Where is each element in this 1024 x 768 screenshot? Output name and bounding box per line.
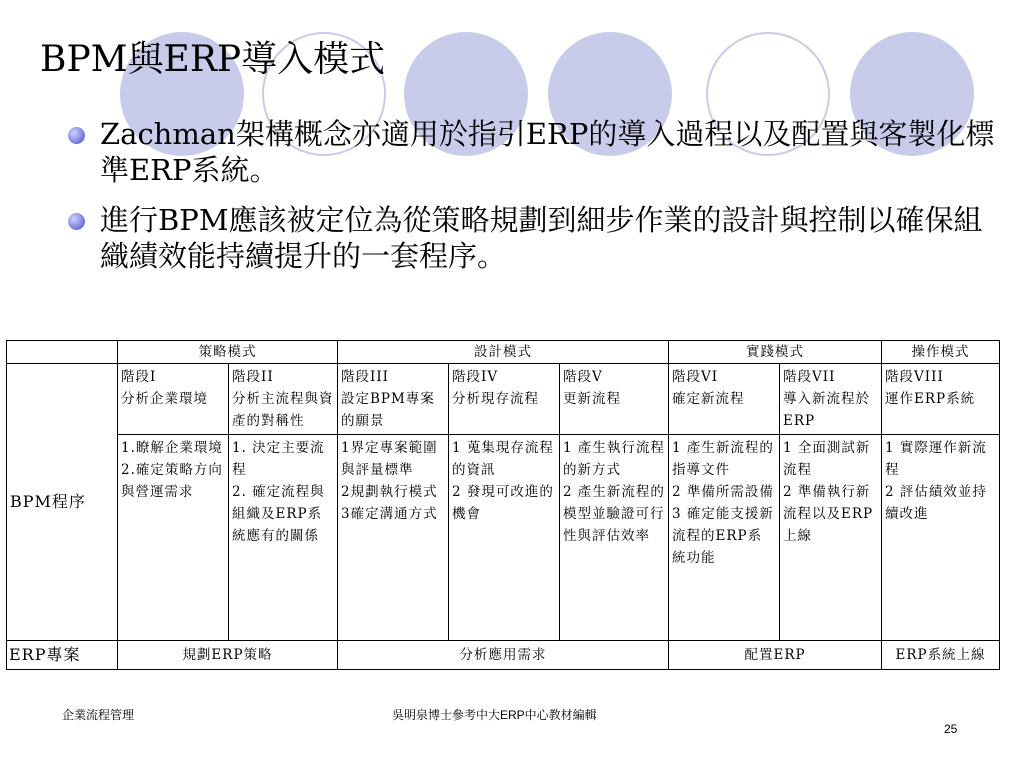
content-item: 2.確定策略方向與營運需求: [121, 462, 223, 500]
stage-cell: 階段V 更新流程: [560, 364, 669, 435]
content-cell: [560, 435, 669, 641]
erp-cell: 規劃ERP策略: [118, 641, 338, 670]
content-item: 2 評估績效並持續改進: [885, 484, 987, 522]
content-item: 2. 確定流程與組織及ERP系統應有的關係: [232, 484, 325, 544]
content-item: 2 產生新流程的模型並驗證可行性與評估效率: [563, 484, 665, 544]
content-item: 3 確定能支援新流程的ERP系統功能: [672, 506, 774, 566]
bullet-list: [62, 116, 1002, 288]
erp-row: [7, 641, 1000, 670]
bullet-text: Zachman架構概念亦適用於指引ERP的導入過程以及配置與客製化標準ERP系統。: [100, 117, 995, 187]
bullet-text: 進行BPM應該被定位為從策略規劃到細步作業的設計與控制以確保組織績效能持續提升的一套程序。: [100, 203, 983, 273]
content-item: 1 蒐集現存流程的資訊: [452, 440, 554, 478]
mode-header-row: [7, 341, 1000, 364]
content-item: 2規劃執行模式: [341, 484, 438, 500]
mode-header: 實踐模式: [669, 341, 882, 364]
content-cell: [338, 435, 449, 641]
erp-cell: 分析應用需求: [338, 641, 669, 670]
row-label-erp: ERP專案: [7, 641, 118, 670]
stage-cell: 階段VII 導入新流程於ERP: [780, 364, 882, 435]
stage-cell: 階段I 分析企業環境: [118, 364, 229, 435]
content-item: 1.瞭解企業環境: [121, 440, 223, 456]
mode-header: 設計模式: [338, 341, 669, 364]
bullet-icon: [68, 127, 85, 144]
content-item: 1界定專案範圍與評量標準: [341, 440, 438, 478]
mode-header: 策略模式: [118, 341, 338, 364]
content-item: 1 實際運作新流程: [885, 440, 987, 478]
bullet-item: [62, 116, 1002, 188]
page-number: 25: [944, 722, 958, 736]
content-item: 1 產生執行流程的新方式: [563, 440, 665, 478]
content-cell: [229, 435, 338, 641]
footer-center: 吳明泉博士參考中大ERP中心教材編輯: [392, 708, 597, 722]
footer-left: 企業流程管理: [62, 708, 135, 722]
bpm-erp-table: [6, 340, 1000, 670]
content-cell: [449, 435, 560, 641]
content-row: [7, 435, 1000, 641]
content-cell: [118, 435, 229, 641]
corner-cell: [7, 341, 118, 364]
stage-cell: 階段IV 分析現存流程: [449, 364, 560, 435]
content-item: 1 產生新流程的指導文件: [672, 440, 774, 478]
content-item: 3確定溝通方式: [341, 506, 438, 522]
erp-cell: 配置ERP: [669, 641, 882, 670]
content-item: 1. 決定主要流程: [232, 440, 325, 478]
content-item: 1 全面測試新流程: [783, 440, 871, 478]
stage-cell: 階段II 分析主流程與資產的對稱性: [229, 364, 338, 435]
stage-cell: 階段VIII 運作ERP系統: [882, 364, 1000, 435]
stage-cell: 階段III 設定BPM專案的願景: [338, 364, 449, 435]
content-item: 2 準備執行新流程以及ERP上線: [783, 484, 874, 544]
content-cell: [882, 435, 1000, 641]
content-cell: [780, 435, 882, 641]
mode-header: 操作模式: [882, 341, 1000, 364]
slide-title: BPM與ERP導入模式: [40, 39, 386, 80]
content-item: 2 準備所需設備: [672, 484, 774, 500]
content-item: 2 發現可改進的機會: [452, 484, 554, 522]
erp-cell: ERP系統上線: [882, 641, 1000, 670]
content-cell: [669, 435, 780, 641]
row-label-bpm: BPM程序: [7, 364, 118, 641]
bullet-icon: [68, 213, 85, 230]
bullet-item: [62, 202, 1002, 274]
stage-row: [7, 364, 1000, 435]
stage-cell: 階段VI 確定新流程: [669, 364, 780, 435]
